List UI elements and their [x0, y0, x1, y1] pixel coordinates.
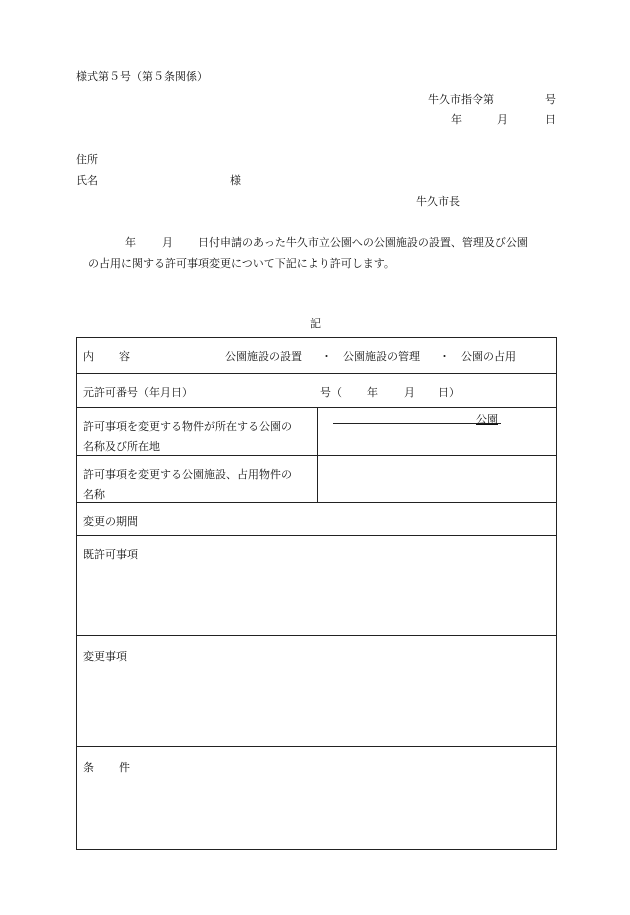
change-label: 変更事項: [83, 650, 127, 663]
row-content: [77, 338, 556, 373]
orig-permit-label: 元許可番号（年月日）: [83, 386, 193, 399]
ki-heading: 記: [310, 317, 321, 330]
header-date-year: 年: [451, 113, 462, 126]
park-suffix: 公園: [476, 413, 498, 426]
row-changes: [77, 635, 556, 746]
facility-label-1: 許可事項を変更する公園施設、占用物件の: [83, 468, 292, 481]
option-park-occupancy: 公園の占用: [461, 350, 516, 363]
row-existing-permits: [77, 535, 556, 635]
existing-label: 既許可事項: [83, 548, 138, 561]
period-label: 変更の期間: [83, 515, 138, 528]
header-date-month: 月: [497, 113, 508, 126]
issuer-number-suffix: 号: [545, 93, 556, 106]
facility-divider: [317, 456, 318, 503]
option-separator-1: ・: [321, 350, 332, 363]
row-conditions: [77, 746, 556, 850]
orig-permit-year: 年: [367, 386, 378, 399]
conditions-label-2: 件: [119, 761, 130, 774]
row-park-location: [77, 407, 556, 455]
body-line-1: 日付申請のあった牛久市立公園への公園施設の設置、管理及び公園: [198, 236, 528, 249]
option-facility-manage: 公園施設の管理: [343, 350, 420, 363]
issuer-number-prefix: 牛久市指令第: [428, 93, 494, 106]
option-facility-install: 公園施設の設置: [225, 350, 302, 363]
sender-title: 牛久市長: [416, 195, 460, 208]
name-label: 氏名: [76, 174, 98, 187]
body-line-2: の占用に関する許可事項変更について下記により許可します。: [88, 257, 395, 270]
park-location-divider: [317, 408, 318, 456]
conditions-label-1: 条: [83, 761, 94, 774]
option-separator-2: ・: [439, 350, 450, 363]
honorific: 様: [230, 174, 241, 187]
address-label: 住所: [76, 153, 98, 166]
orig-permit-go: 号（: [320, 386, 342, 399]
row-facility-name: [77, 455, 556, 502]
content-label-2: 容: [119, 350, 130, 363]
body-year: 年: [125, 236, 136, 249]
park-location-label-1: 許可事項を変更する物件が所在する公園の: [83, 420, 292, 433]
row-original-permit: [77, 373, 556, 407]
body-month: 月: [162, 236, 173, 249]
row-change-period: [77, 502, 556, 535]
park-location-label-2: 名称及び所在地: [83, 440, 160, 453]
header-date-day: 日: [545, 113, 556, 126]
facility-label-2: 名称: [83, 488, 105, 501]
content-label-1: 内: [83, 350, 94, 363]
orig-permit-day: 日）: [438, 386, 460, 399]
orig-permit-month: 月: [404, 386, 415, 399]
form-number: 様式第５号（第５条関係）: [76, 70, 208, 83]
permit-table: [76, 337, 557, 850]
